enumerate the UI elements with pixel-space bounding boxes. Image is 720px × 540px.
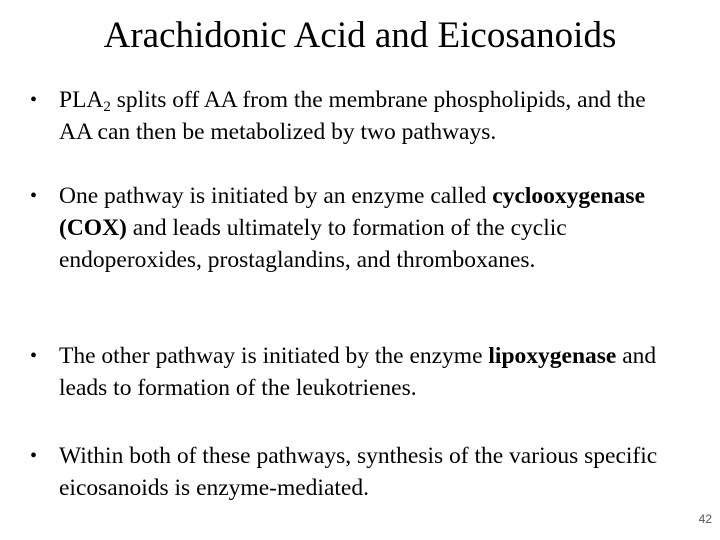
- bullet-text-part: The other pathway is initiated by the enzyme: [59, 343, 489, 369]
- bullet-item: [30, 84, 680, 148]
- bullet-item: [30, 440, 680, 504]
- bullet-dot-icon: •: [30, 185, 38, 207]
- bullet-text-part: and leads ultimately to formation of the cyclic endoperoxides, prostaglandins, and thromboxanes.: [59, 215, 567, 273]
- bullet-item: [30, 340, 680, 404]
- page-number: 42: [698, 512, 712, 526]
- subscript: 2: [103, 99, 111, 115]
- bullet-text-part: One pathway is initiated by an enzyme called: [59, 183, 493, 209]
- bullet-text: [59, 340, 680, 404]
- bullet-dot-icon: •: [30, 345, 38, 367]
- bullet-text: [59, 180, 680, 276]
- bullet-item: [30, 180, 680, 276]
- bullet-dot-icon: •: [30, 445, 38, 467]
- bullet-text-part: PLA: [59, 87, 104, 113]
- bold-term: cyclooxygenase (COX): [59, 183, 646, 241]
- bullet-dot-icon: •: [30, 89, 38, 111]
- bullet-text: Within both of these pathways, synthesis of the various specific eicosanoids is enzyme-mediated.: [59, 443, 658, 501]
- slide-title: Arachidonic Acid and Eicosanoids: [103, 15, 617, 56]
- bullet-text: [59, 84, 680, 148]
- bold-term: lipoxygenase: [488, 343, 617, 369]
- bullet-text-part: and leads to formation of the leukotrienes.: [59, 343, 657, 401]
- bullet-text-part: splits off AA from the membrane phospholipids, and the AA can then be metabolized by two pathways.: [59, 87, 646, 145]
